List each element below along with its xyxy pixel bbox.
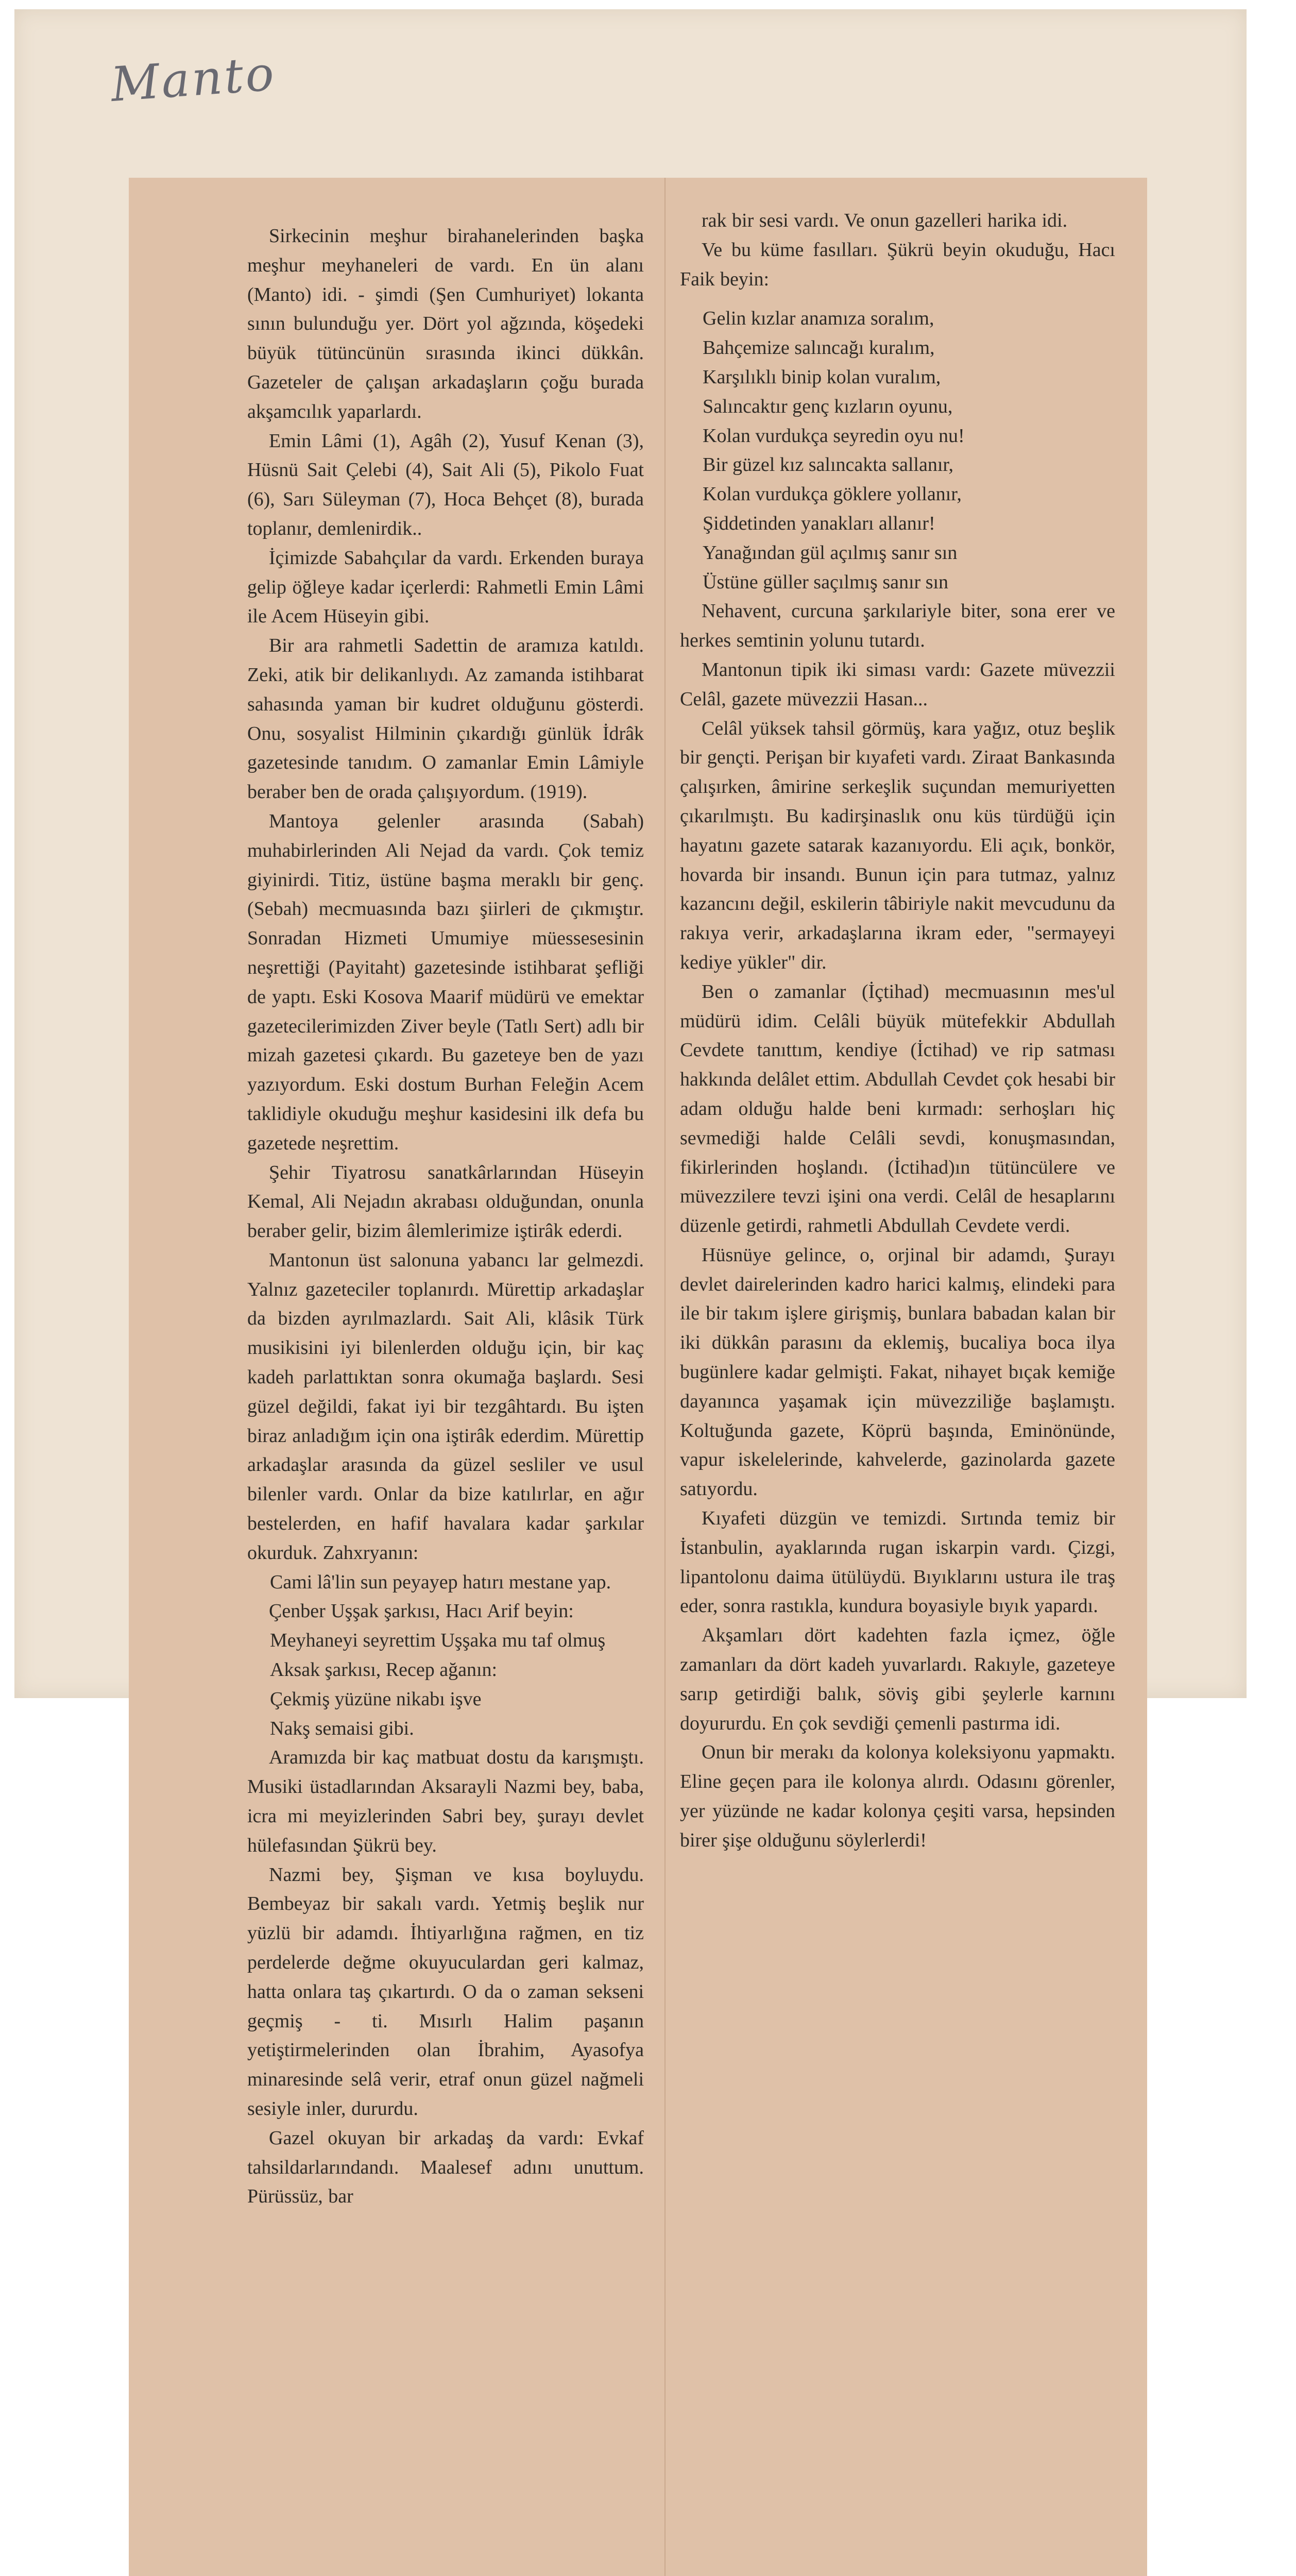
article-paragraph: Celâl yüksek tahsil görmüş, kara yağız, otuz beşlik bir gençti. Perişan bir kıyafeti vardı. Ziraat Bankasında çalışırken, âmirine serkeşlik suçundan memuriyetten çıkarılmıştı. Bu kadirşinaslık onu küs türdüğü için hayatını gazete satarak kazanıyordu. Eli açık, bonkör, hovarda bir insandı. Bunun için para tutmaz, yalnız kazancını değil, eskilerin tâbiriyle nakit mevcudunu da rakıya verir, arkadaşlarına ikram eder, "sermayeyi kediye yükler" dir. bbox=[680, 717, 1115, 973]
article-paragraph: Bir ara rahmetli Sadettin de aramıza katıldı. Zeki, atik bir delikanlıydı. Az zamanda istihbarat sahasında yaman bir kudret olduğunu gösterdi. Onu, sosyalist Hilminin çıkardığı günlük İdrâk gazetesinde tanıdım. O zamanlar Emin Lâmiyle beraber ben de orada çalışıyordum. (1919). bbox=[247, 635, 644, 803]
article-paragraph: Onun bir merakı da kolonya koleksiyonu yapmaktı. Eline geçen para ile kolonya alırdı. Odasını görenler, yer yüzünde ne kadar kolonya çeşiti varsa, hepsinden birer şişe olduğunu söylerlerdi! bbox=[680, 1741, 1115, 1851]
article-paragraph: Çenber Uşşak şarkısı, Hacı Arif beyin: bbox=[269, 1600, 574, 1622]
article-paragraph: Ben o zamanlar (İçtihad) mecmuasının mes'ul müdürü idim. Celâli büyük mütefekkir Abdullah Cevdete tanıttım, kendiye (İctihad) ve rip satması hakkında delâlet ettim. Abdullah Cevdet çok hesabi bir adam olduğu halde beni kırmadı: serhoşları hiç sevmediği halde Celâli sevdi, konuşmasından, fikirlerinden hoşlandı. (İctihad)ın tütüncülere ve müvezzilere tevzi işini ona verdi. Celâl de hesaplarını düzenle getirdi, rahmetli Abdullah Cevdete verdi. bbox=[680, 980, 1115, 1237]
verse-line: Şiddetinden yanakları allanır! bbox=[703, 512, 935, 534]
article-paragraph: Mantoya gelenler arasında (Sabah) muhabirlerinden Ali Nejad da vardı. Çok temiz giyinirdi. Titiz, üstüne başma meraklı bir genç. (Sebah) mecmuasında bazı şiirleri de çıkmıştır. Sonradan Hizmeti Umumiye müessesesinin neşrettiği (Payitaht) gazetesinde istihbarat şefliği de yaptı. Eski Kosova Maarif müdürü ve emektar gazetecilerimizden Ziver beyle (Tatlı Sert) adlı bir mizah gazetesi çıkardı. Bu gazeteye ben de yazı yazıyordum. Eski dostum Burhan Feleğin Acem taklidiyle okuduğu meşhur kasidesini ilk defa bu gazetede neşrettim. bbox=[247, 810, 644, 1154]
article-column-right bbox=[680, 206, 1115, 2576]
article-paragraph: rak bir sesi vardı. Ve onun gazelleri harika idi. bbox=[702, 210, 1068, 231]
article-paragraph: Nehavent, curcuna şarkılariyle biter, sona erer ve herkes semtinin yolunu tutardı. bbox=[680, 600, 1115, 652]
verse-line: Aksak şarkısı, Recep ağanın: bbox=[270, 1659, 498, 1681]
verse-line: Bir güzel kız salıncakta sallanır, bbox=[703, 454, 954, 476]
verse-line: Meyhaneyi seyrettim Uşşaka mu taf olmuş bbox=[270, 1630, 606, 1652]
article-paragraph: Ve bu küme fasılları. Şükrü beyin okuduğu, Hacı Faik beyin: bbox=[680, 239, 1115, 290]
stanza-gap bbox=[680, 294, 1115, 304]
verse-line: Üstüne güller saçılmış sanır sın bbox=[703, 571, 949, 593]
article-paragraph: Aramızda bir kaç matbuat dostu da karışmıştı. Musiki üstadlarından Aksarayli Nazmi bey, baba, icra mi meyizlerinden Sabri bey, şurayı devlet hülefasından Şükrü bey. bbox=[247, 1747, 644, 1856]
verse-line: Gelin kızlar anamıza soralım, bbox=[703, 308, 934, 330]
handwritten-note-top: Manto bbox=[109, 45, 278, 113]
article-paragraph: İçimizde Sabahçılar da vardı. Erkenden buraya gelip öğleye kadar içerlerdi: Rahmetli Emin Lâmi ile Acem Hüseyin gibi. bbox=[247, 547, 644, 628]
article-column-left bbox=[247, 222, 644, 2576]
article-paragraph: Gazel okuyan bir arkadaş da vardı: Evkaf tahsildarlarındandı. Maalesef adını unuttum. Pürüssüz, bar bbox=[247, 2127, 644, 2208]
article-paragraph: Hüsnüye gelince, o, orjinal bir adamdı, Şurayı devlet dairelerinden kadro harici kalmış, elindeki para ile bir takım işlere girişmiş, bunlara babadan kalan bir iki dükkân parasını da eklemiş, bucaliya boca ilya bugünlere kadar gelmişti. Fakat, nihayet bıçak kemiğe dayanınca yaşamak için müvezziliğe başlamıştı. Koltuğunda gazete, Köprü başında, Eminönünde, vapur iskelelerinde, kahvelerde, gazinolarda gazete satıyordu. bbox=[680, 1244, 1115, 1500]
verse-line: Çekmiş yüzüne nikabı işve bbox=[270, 1688, 482, 1710]
verse-line: Nakş semaisi gibi. bbox=[270, 1717, 414, 1739]
verse-line: Cami lâ'lin sun peyayep hatırı mestane yap. bbox=[270, 1571, 611, 1593]
article-paragraph: Mantonun tipik iki siması vardı: Gazete müvezzii Celâl, gazete müvezzii Hasan... bbox=[680, 658, 1115, 710]
verse-line: Kolan vurdukça seyredin oyu nu! bbox=[703, 425, 965, 447]
article-paragraph: Şehir Tiyatrosu sanatkârlarından Hüseyin Kemal, Ali Nejadın akrabası olduğundan, onunla beraber gelir, bizim âlemlerimize iştirâk ederdi. bbox=[247, 1161, 644, 1242]
article-paragraph: Nazmi bey, Şişman ve kısa boyluydu. Bembeyaz bir sakalı vardı. Yetmiş beşlik nur yüzlü bir adamdı. İhtiyarlığına rağmen, en tiz perdelerde değme okuyuculardan geri kalmaz, hatta onlara taş çıkartırdı. O da o zaman sekseni geçmiş - ti. Mısırlı Halim paşanın yetiştirmelerinden olan İbrahim, Ayasofya minaresinde selâ verir, etraf onun güzel nağmeli sesiyle inler, dururdu. bbox=[247, 1863, 644, 2120]
article-paragraph: Kıyafeti düzgün ve temizdi. Sırtında temiz bir İstanbulin, ayaklarında rugan iskarpin vardı. Çizgi, lipantolonu daima ütülüydü. Bıyıklarını ustura ile traş eder, sonra rastıkla, kundura boyasiyle bıyık yapardı. bbox=[680, 1507, 1115, 1617]
article-paragraph: Akşamları dört kadehten fazla içmez, öğle zamanları da dört kadeh yuvarlardı. Rakıyle, gazeteye sarıp getirdiği balık, söviş gibi şeylerle karnını doyururdu. En çok sevdiği çemenli pastırma idi. bbox=[680, 1624, 1115, 1734]
article-paragraph: Sirkecinin meşhur birahanelerinden başka meşhur meyhaneleri de vardı. En ün alanı (Manto) idi. - şimdi (Şen Cumhuriyet) lokanta sının bulunduğu yer. Dört yol ağzında, köşedeki büyük tütüncünün sırasında ikinci dükkân. Gazeteler de çalışan arkadaşların çoğu burada akşamcılık yaparlardı. bbox=[247, 225, 644, 422]
verse-line: Yanağından gül açılmış sanır sın bbox=[703, 541, 958, 564]
verse-line: Salıncaktır genç kızların oyunu, bbox=[703, 395, 953, 417]
verse-line: Karşılıklı binip kolan vuralım, bbox=[703, 366, 941, 388]
verse-line: Bahçemize salıncağı kuralım, bbox=[703, 337, 935, 359]
article-paragraph: Emin Lâmi (1), Agâh (2), Yusuf Kenan (3), Hüsnü Sait Çelebi (4), Sait Ali (5), Pikolo Fuat (6), Sarı Süleyman (7), Hoca Behçet (8), burada toplanır, demlenirdik.. bbox=[247, 430, 644, 539]
verse-line: Kolan vurdukça göklere yollanır, bbox=[703, 483, 962, 505]
article-paragraph: Mantonun üst salonuna yabancı lar gelmezdi. Yalnız gazeteciler toplanırdı. Mürettip arkadaşlar da bizden ayrılmazlardı. Sait Ali, klâsik Türk musikisini iyi bilenlerden olduğu için, bir kaç kadeh parlattıktan sonra okumağa başlardı. Sesi güzel değildi, fakat iyi bir tezgâhtardı. Bu işten biraz anladığım için ona iştirâk ederdim. Mürettip arkadaşlar arasında da güzel sesliler ve usul bilenler vardı. Onlar da bize katılırlar, en ağır bestelerden, en hafif havalara kadar şarkılar okurduk. Zahxryanın: bbox=[247, 1249, 644, 1564]
